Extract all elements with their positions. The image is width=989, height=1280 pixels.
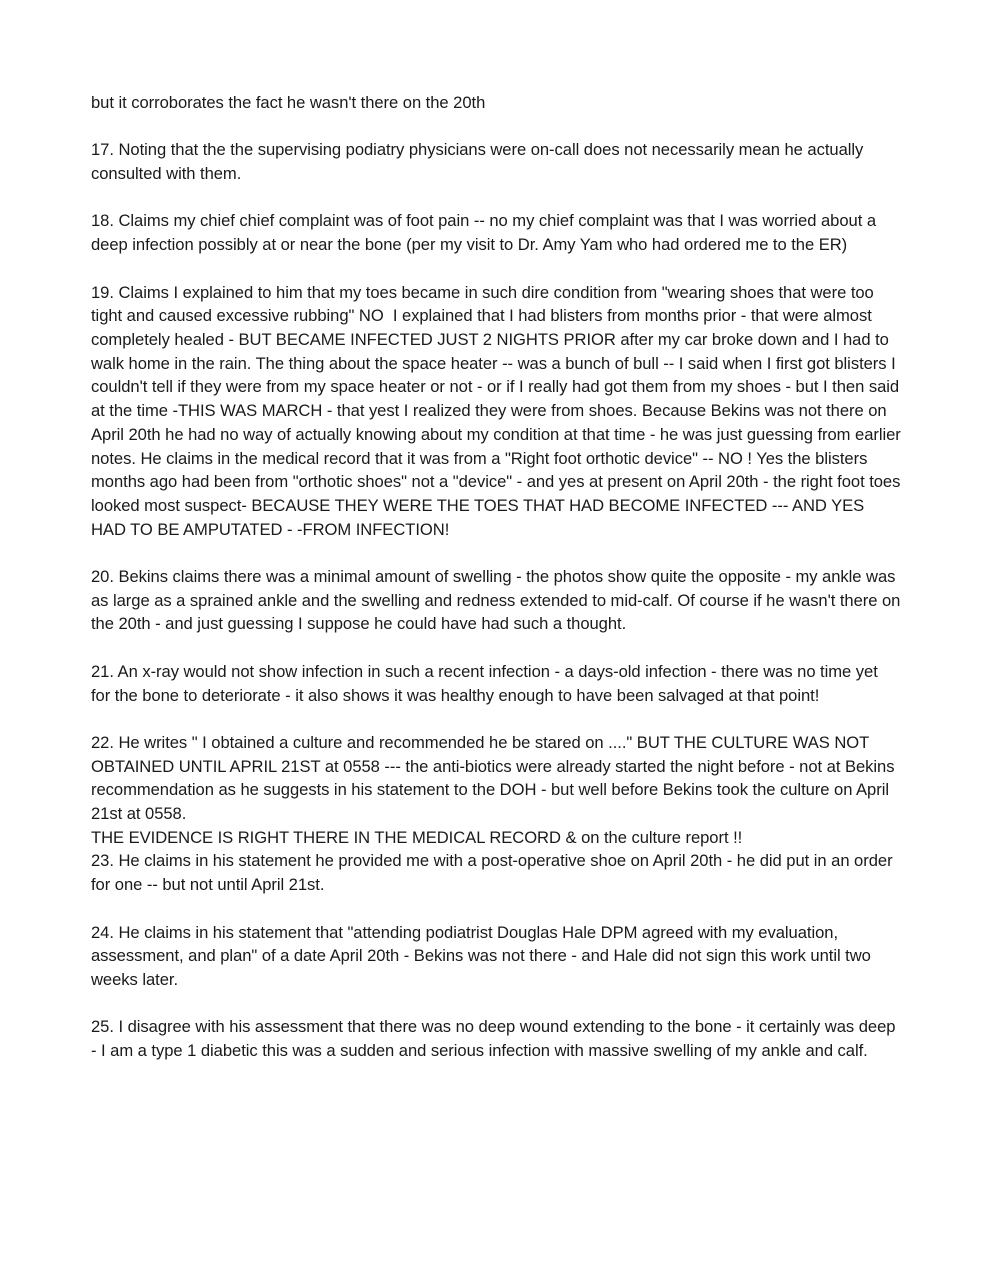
- paragraph-item-18: 18. Claims my chief chief complaint was of foot pain -- no my chief complaint was that I was worried about a deep infection possibly at or near the bone (per my visit to Dr. Amy Yam who had ordered me to the ER): [91, 211, 881, 255]
- document-page: [91, 91, 906, 1086]
- paragraph-item-20: 20. Bekins claims there was a minimal amount of swelling - the photos show quite the opposite - my ankle was as large as a sprained ankle and the swelling and redness extended to mid-calf. Of course if he wasn't there on the 20th - and just guessing I suppose he could have had such a thought.: [91, 567, 905, 634]
- paragraph-item-17: 17. Noting that the the supervising podiatry physicians were on-call does not necessarily mean he actually consulted with them.: [91, 140, 868, 184]
- paragraph-item-19: 19. Claims I explained to him that my toes became in such dire condition from "wearing shoes that were too tight and caused excessive rubbing" NO I explained that I had blisters from months prior - that were almost completely healed - BUT BECAME INFECTED JUST 2 NIGHTS PRIOR after my car broke down and I had to walk home in the rain. The thing about the space heater -- was a bunch of bull -- I said when I first got blisters I couldn't tell if they were from my space heater or not - or if I really had got them from my shoes - but I then said at the time -THIS WAS MARCH - that yest I realized they were from shoes. Because Bekins was not there on April 20th he had no way of actually knowing about my condition at that time - he was just guessing from earlier notes. He claims in the medical record that it was from a "Right foot orthotic device" -- NO ! Yes the blisters months ago had been from "orthotic shoes" not a "device" - and yes at present on April 20th - the right foot toes looked most suspect- BECAUSE THEY WERE THE TOES THAT HAD BECOME INFECTED --- AND YES HAD TO BE AMPUTATED - -FROM INFECTION!: [91, 282, 906, 539]
- paragraph-evidence-note: THE EVIDENCE IS RIGHT THERE IN THE MEDICAL RECORD & on the culture report !!: [91, 827, 743, 847]
- paragraph-item-25: 25. I disagree with his assessment that there was no deep wound extending to the bone - it certainly was deep - I am a type 1 diabetic this was a sudden and serious infection with massive swelling of my ankle and calf.: [91, 1017, 901, 1060]
- paragraph-item-24: 24. He claims in his statement that "attending podiatrist Douglas Hale DPM agreed with my evaluation, assessment, and plan" of a date April 20th - Bekins was not there - and Hale did not sign this work until two weeks later.: [91, 922, 876, 989]
- paragraph-item-23: 23. He claims in his statement he provided me with a post-operative shoe on April 20th - he did put in an order for one -- but not until April 21st.: [91, 851, 898, 895]
- paragraph-continuation: but it corroborates the fact he wasn't there on the 20th: [91, 93, 486, 112]
- paragraph-item-22: 22. He writes " I obtained a culture and recommended he be stared on ...." BUT THE CULTURE WAS NOT OBTAINED UNTIL APRIL 21ST at 0558 --- the anti-biotics were already started the night before - not at Bekins recommendation as he suggests in his statement to the DOH - but well before Bekins took the culture on April 21st at 0558.: [91, 732, 900, 823]
- paragraph-item-21: 21. An x-ray would not show infection in such a recent infection - a days-old infection - there was no time yet for the bone to deteriorate - it also shows it was healthy enough to have been salvaged at that point!: [91, 661, 883, 705]
